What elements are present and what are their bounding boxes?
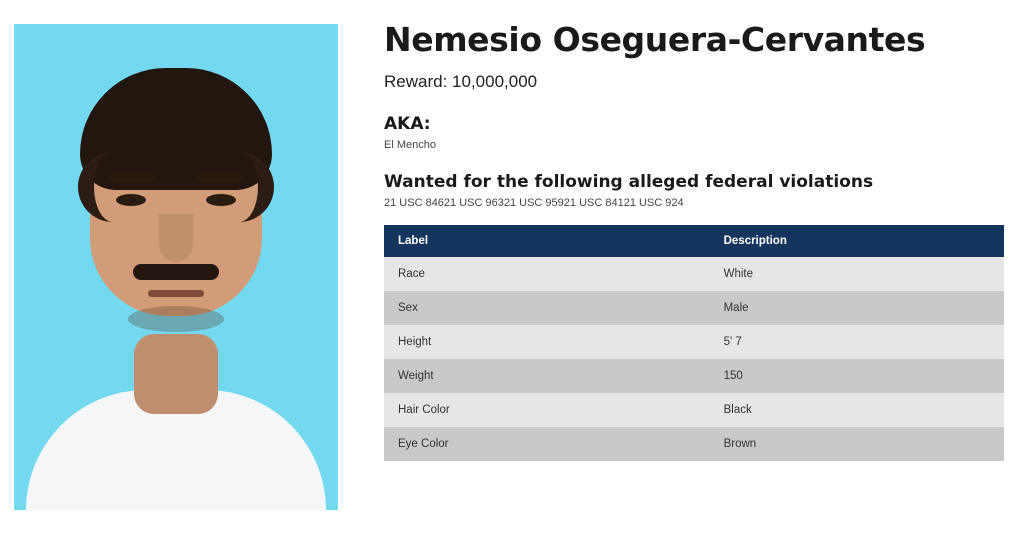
eye-left-shape bbox=[116, 194, 146, 206]
row-label: Race bbox=[384, 257, 710, 291]
column-header-label: Label bbox=[384, 225, 710, 257]
wanted-photo bbox=[14, 24, 338, 510]
column-header-description: Description bbox=[710, 225, 1004, 257]
table-row bbox=[384, 393, 1004, 427]
table-row bbox=[384, 359, 1004, 393]
aka-values: El Mencho bbox=[384, 139, 436, 152]
table-row bbox=[384, 291, 1004, 325]
reward-amount: Reward: 10,000,000 bbox=[384, 72, 538, 92]
row-description: Male bbox=[710, 291, 1004, 325]
table-row bbox=[384, 325, 1004, 359]
aka-heading: AKA: bbox=[384, 114, 431, 135]
neck-shape bbox=[134, 334, 218, 414]
row-description: 5' 7 bbox=[710, 325, 1004, 359]
eyebrow-right-shape bbox=[198, 174, 242, 183]
eye-right-shape bbox=[206, 194, 236, 206]
info-column bbox=[360, 0, 1024, 540]
photo-column bbox=[0, 0, 360, 540]
row-description: White bbox=[710, 257, 1004, 291]
nose-shape bbox=[159, 214, 193, 262]
details-table-body bbox=[384, 257, 1004, 461]
page-title: Nemesio Oseguera-Cervantes bbox=[384, 20, 926, 59]
mustache-shape bbox=[133, 264, 219, 280]
details-table-head bbox=[384, 225, 1004, 257]
row-description: 150 bbox=[710, 359, 1004, 393]
portrait-illustration bbox=[14, 24, 338, 510]
row-description: Brown bbox=[710, 427, 1004, 461]
chin-shadow-shape bbox=[128, 306, 224, 332]
row-label: Hair Color bbox=[384, 393, 710, 427]
row-description: Black bbox=[710, 393, 1004, 427]
row-label: Height bbox=[384, 325, 710, 359]
violations-text: 21 USC 84621 USC 96321 USC 95921 USC 84121 USC 924 bbox=[384, 196, 684, 209]
eyebrow-left-shape bbox=[110, 174, 154, 183]
table-row bbox=[384, 427, 1004, 461]
table-header-row bbox=[384, 225, 1004, 257]
violations-heading: Wanted for the following alleged federal violations bbox=[384, 171, 874, 192]
details-table bbox=[384, 225, 1004, 461]
row-label: Eye Color bbox=[384, 427, 710, 461]
mouth-shape bbox=[148, 290, 204, 297]
row-label: Sex bbox=[384, 291, 710, 325]
table-row bbox=[384, 257, 1004, 291]
hair-sides-shape bbox=[78, 152, 274, 222]
row-label: Weight bbox=[384, 359, 710, 393]
